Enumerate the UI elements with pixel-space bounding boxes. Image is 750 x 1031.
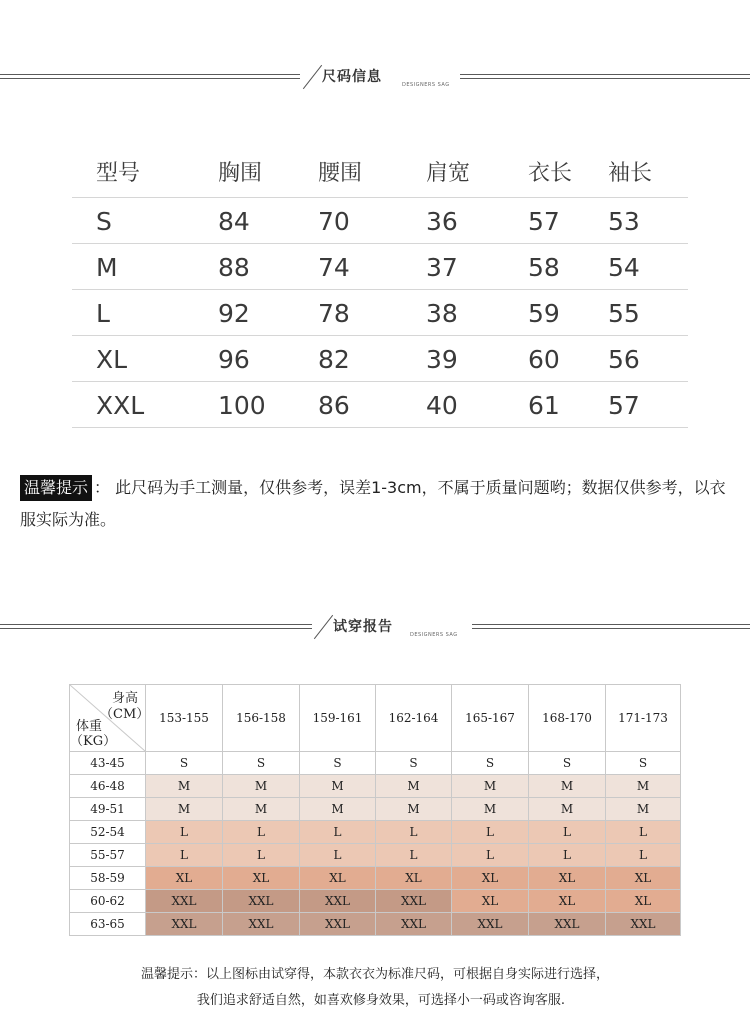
measure-cell: 70 xyxy=(318,207,350,236)
header-cell: 腰围 xyxy=(318,161,363,186)
fit-header-row xyxy=(70,685,681,752)
recommended-size-cell: S xyxy=(529,752,606,775)
recommended-size-cell: L xyxy=(300,844,376,867)
recommended-size-cell: XL xyxy=(529,867,606,890)
recommended-size-cell: XL xyxy=(452,867,529,890)
measure-cell: 57 xyxy=(608,391,640,420)
recommended-size-cell: M xyxy=(223,798,300,821)
recommended-size-cell: L xyxy=(223,844,300,867)
height-range-cell: 159-161 xyxy=(300,685,376,752)
fit-row xyxy=(70,913,681,936)
recommended-size-cell: L xyxy=(529,821,606,844)
section-title: 试穿报告 xyxy=(333,619,393,635)
recommended-size-cell: XXL xyxy=(376,890,452,913)
recommended-size-cell: M xyxy=(376,798,452,821)
section-title: 尺码信息 xyxy=(322,69,382,85)
recommended-size-cell: M xyxy=(452,775,529,798)
weight-range-cell: 60-62 xyxy=(70,890,146,913)
footer-line-1: 温馨提示：以上图标由试穿得，本款衣衣为标准尺码，可根据自身实际进行选择， xyxy=(140,967,609,982)
fit-row xyxy=(70,821,681,844)
recommended-size-cell: L xyxy=(223,821,300,844)
recommended-size-cell: M xyxy=(300,798,376,821)
fit-report-table xyxy=(69,684,681,936)
size-table-row xyxy=(72,198,688,244)
fit-row xyxy=(70,775,681,798)
height-unit: （CM） xyxy=(100,707,150,722)
measure-cell: 78 xyxy=(318,299,350,328)
weight-range-cell: 49-51 xyxy=(70,798,146,821)
recommended-size-cell: S xyxy=(376,752,452,775)
recommended-size-cell: XL xyxy=(452,890,529,913)
recommended-size-cell: XXL xyxy=(452,913,529,936)
fit-row xyxy=(70,798,681,821)
recommended-size-cell: L xyxy=(452,844,529,867)
recommended-size-cell: XXL xyxy=(146,890,223,913)
recommended-size-cell: M xyxy=(300,775,376,798)
recommended-size-cell: L xyxy=(376,844,452,867)
recommended-size-cell: XXL xyxy=(300,913,376,936)
measure-cell: 38 xyxy=(426,299,458,328)
measure-cell: 57 xyxy=(528,207,560,236)
recommended-size-cell: XXL xyxy=(146,913,223,936)
fit-row xyxy=(70,867,681,890)
measure-cell: 37 xyxy=(426,253,458,282)
tip-badge: 温馨提示 xyxy=(20,475,92,501)
recommended-size-cell: XL xyxy=(146,867,223,890)
fit-row xyxy=(70,890,681,913)
recommended-size-cell: M xyxy=(529,798,606,821)
header-cell: 型号 xyxy=(96,161,141,186)
section-header-size-info xyxy=(0,58,750,98)
weight-range-cell: 46-48 xyxy=(70,775,146,798)
measure-cell: 58 xyxy=(528,253,560,282)
size-table-row xyxy=(72,382,688,428)
weight-range-cell: 52-54 xyxy=(70,821,146,844)
recommended-size-cell: M xyxy=(606,775,681,798)
measure-cell: 92 xyxy=(218,299,250,328)
measure-cell: 100 xyxy=(218,391,266,420)
recommended-size-cell: M xyxy=(146,775,223,798)
recommended-size-cell: XL xyxy=(606,867,681,890)
header-cell: 肩宽 xyxy=(426,161,471,186)
size-tip xyxy=(20,472,732,536)
weight-range-cell: 43-45 xyxy=(70,752,146,775)
height-range-cell: 156-158 xyxy=(223,685,300,752)
weight-range-cell: 58-59 xyxy=(70,867,146,890)
height-label: 身高 xyxy=(112,691,139,706)
recommended-size-cell: XXL xyxy=(529,913,606,936)
recommended-size-cell: L xyxy=(529,844,606,867)
weight-range-cell: 63-65 xyxy=(70,913,146,936)
weight-unit: （KG） xyxy=(70,734,117,749)
size-table-row xyxy=(72,336,688,382)
fit-row xyxy=(70,752,681,775)
height-range-cell: 171-173 xyxy=(606,685,681,752)
recommended-size-cell: L xyxy=(146,821,223,844)
recommended-size-cell: M xyxy=(529,775,606,798)
measure-cell: 96 xyxy=(218,345,250,374)
recommended-size-cell: XL xyxy=(223,867,300,890)
recommended-size-cell: L xyxy=(300,821,376,844)
height-range-cell: 162-164 xyxy=(376,685,452,752)
measure-cell: 36 xyxy=(426,207,458,236)
recommended-size-cell: XXL xyxy=(300,890,376,913)
recommended-size-cell: XL xyxy=(606,890,681,913)
height-range-cell: 165-167 xyxy=(452,685,529,752)
measure-cell: 39 xyxy=(426,345,458,374)
measure-cell: 60 xyxy=(528,345,560,374)
size-label-cell: XXL xyxy=(96,391,145,420)
recommended-size-cell: S xyxy=(606,752,681,775)
measure-cell: 84 xyxy=(218,207,250,236)
recommended-size-cell: L xyxy=(452,821,529,844)
measure-cell: 53 xyxy=(608,207,640,236)
recommended-size-cell: L xyxy=(376,821,452,844)
recommended-size-cell: XXL xyxy=(606,913,681,936)
size-table-row xyxy=(72,290,688,336)
section-subtitle: DESIGNERS SAG xyxy=(410,632,458,638)
recommended-size-cell: M xyxy=(376,775,452,798)
header-cell: 胸围 xyxy=(218,161,263,186)
fit-row xyxy=(70,844,681,867)
section-header-fit-report xyxy=(0,608,750,648)
recommended-size-cell: M xyxy=(223,775,300,798)
measure-cell: 86 xyxy=(318,391,350,420)
size-label-cell: L xyxy=(96,299,110,328)
corner-cell xyxy=(70,685,150,752)
measure-cell: 40 xyxy=(426,391,458,420)
recommended-size-cell: S xyxy=(452,752,529,775)
recommended-size-cell: XL xyxy=(300,867,376,890)
recommended-size-cell: XXL xyxy=(223,890,300,913)
recommended-size-cell: XXL xyxy=(223,913,300,936)
measure-cell: 61 xyxy=(528,391,560,420)
header-cell: 衣长 xyxy=(528,161,573,186)
recommended-size-cell: L xyxy=(146,844,223,867)
recommended-size-cell: XXL xyxy=(376,913,452,936)
weight-range-cell: 55-57 xyxy=(70,844,146,867)
height-range-cell: 168-170 xyxy=(529,685,606,752)
recommended-size-cell: L xyxy=(606,844,681,867)
size-label-cell: S xyxy=(96,207,112,236)
footer-line-2: 我们追求舒适自然，如喜欢修身效果，可选择小一码或咨询客服. xyxy=(196,993,566,1008)
measure-cell: 54 xyxy=(608,253,640,282)
section-subtitle: DESIGNERS SAG xyxy=(402,82,450,88)
measure-cell: 74 xyxy=(318,253,350,282)
recommended-size-cell: S xyxy=(146,752,223,775)
measure-cell: 55 xyxy=(608,299,640,328)
size-table xyxy=(72,152,688,428)
measure-cell: 88 xyxy=(218,253,250,282)
measure-cell: 59 xyxy=(528,299,560,328)
recommended-size-cell: XL xyxy=(529,890,606,913)
measure-cell: 56 xyxy=(608,345,640,374)
recommended-size-cell: L xyxy=(606,821,681,844)
tip-text: ： 此尺码为手工测量，仅供参考，误差1-3cm，不属于质量问题哟；数据仅供参考，以衣服实际为准。 xyxy=(20,478,726,529)
recommended-size-cell: M xyxy=(146,798,223,821)
height-range-cell: 153-155 xyxy=(146,685,223,752)
size-label-cell: XL xyxy=(96,345,128,374)
header-cell: 袖长 xyxy=(608,161,653,186)
size-table-row xyxy=(72,244,688,290)
recommended-size-cell: S xyxy=(223,752,300,775)
recommended-size-cell: M xyxy=(606,798,681,821)
measure-cell: 82 xyxy=(318,345,350,374)
recommended-size-cell: XL xyxy=(376,867,452,890)
recommended-size-cell: S xyxy=(300,752,376,775)
size-label-cell: M xyxy=(96,253,118,282)
weight-label: 体重 xyxy=(76,719,103,734)
recommended-size-cell: M xyxy=(452,798,529,821)
size-table-header xyxy=(72,152,688,198)
